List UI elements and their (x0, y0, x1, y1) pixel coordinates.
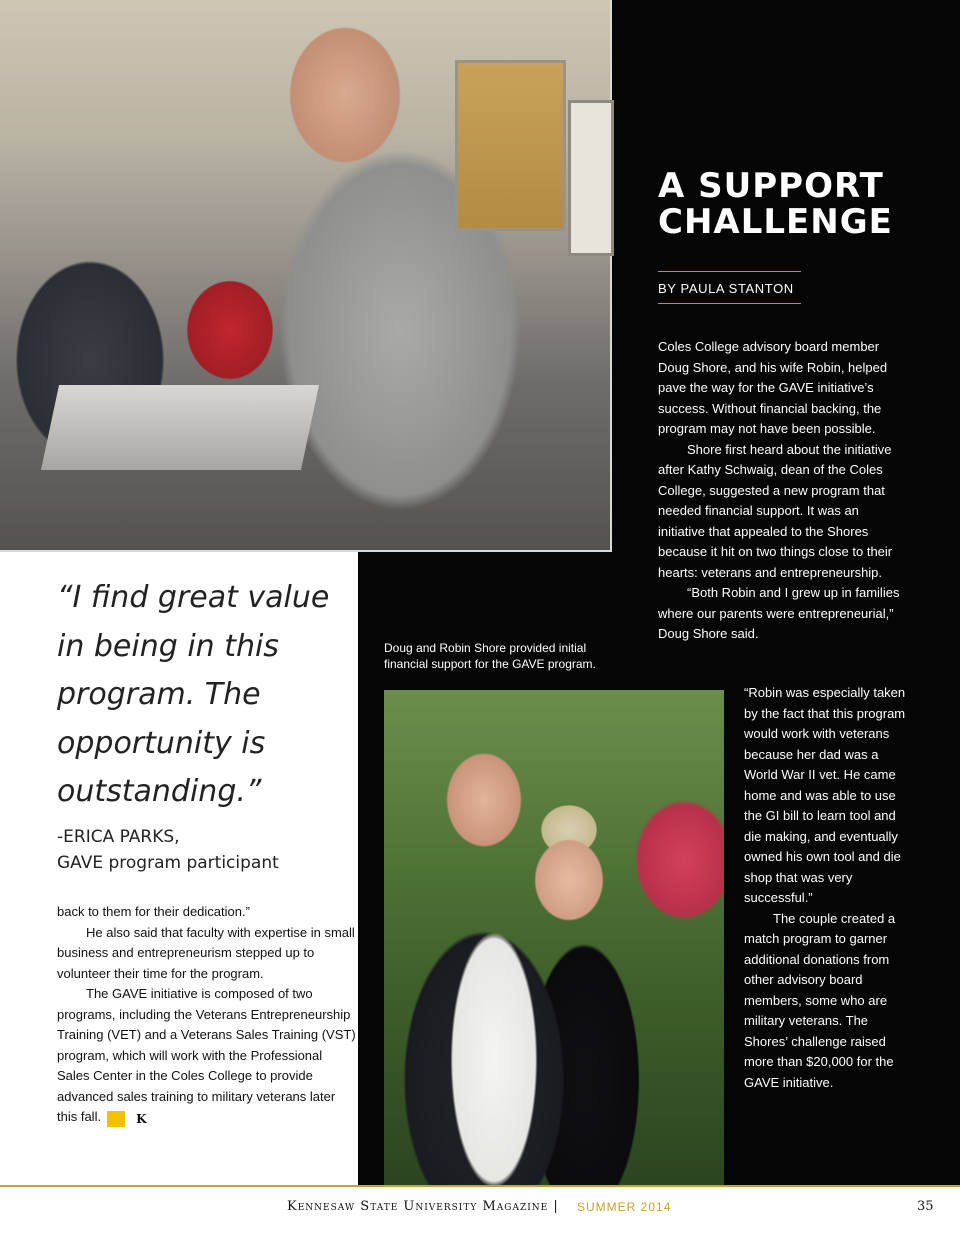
classroom-bulletin-board (455, 60, 566, 231)
classroom-photo (0, 0, 612, 552)
classroom-whiteboard (568, 100, 614, 256)
classroom-desk (41, 385, 319, 470)
article-title (658, 168, 948, 240)
page-number: 35 (917, 1199, 934, 1214)
left-paragraph-text: The GAVE initiative is composed of two programs, including the Veterans Entrepreneurship Training (VET) and a Veterans Sales Training (VST) program, which will work with the Professional Sales Center in the Coles College to provide advanced sales training to military veterans later this fall. (57, 986, 356, 1124)
footer-separator: | (553, 1199, 559, 1214)
shore-couple-photo (384, 690, 724, 1185)
body-paragraph: “Robin was especially taken by the fact that this program would work with veterans because her dad was a World War II vet. He came home and was able to use the GI bill to learn tool and die making, and eventually owned his own tool and die shop that was very successful.” (744, 685, 906, 905)
title-line: A SUPPORT (658, 166, 884, 206)
pull-quote-attribution (57, 824, 347, 876)
article-body-continued (744, 683, 914, 1093)
issue-label: SUMMER 2014 (577, 1200, 672, 1214)
attribution-name: -ERICA PARKS, (57, 827, 180, 847)
end-mark-icon: K (107, 1111, 125, 1127)
footer-rule (0, 1185, 960, 1187)
attribution-role: GAVE program participant (57, 853, 279, 873)
left-paragraph: He also said that faculty with expertise in small business and entrepreneurism stepped up to volunteer their time for the program. (57, 924, 355, 981)
title-line: CHALLENGE (658, 202, 893, 242)
left-column-body (57, 902, 357, 1128)
byline-rule-top (658, 271, 801, 272)
byline-rule-bottom (658, 303, 801, 304)
photo-caption: Doug and Robin Shore provided initial financial support for the GAVE program. (384, 641, 596, 671)
body-paragraph: Shore first heard about the initiative after Kathy Schwaig, dean of the Coles College, suggested a new program that needed financial support. It was an initiative that appealed to the Shores because it hit on two things close to their hearts: veterans and entrepreneurship. (658, 441, 893, 580)
body-paragraph: Coles College advisory board member Doug Shore, and his wife Robin, helped pave the way for the GAVE initiative’s success. Without financial backing, the program may not have been possible. (658, 339, 888, 436)
left-paragraph (57, 984, 357, 1128)
body-paragraph: “Both Robin and I grew up in families where our parents were entrepreneurial,” Doug Shore said. (658, 585, 900, 641)
left-paragraph: back to them for their dedication.” (57, 904, 250, 919)
byline: BY PAULA STANTON (658, 281, 794, 296)
pull-quote: “I find great value in being in this program. The opportunity is outstanding.” (57, 580, 330, 809)
article-body (658, 337, 908, 645)
magazine-title: Kennesaw State University Magazine (287, 1199, 549, 1214)
magazine-name (287, 1199, 559, 1214)
page-footer (0, 1199, 960, 1221)
body-paragraph: The couple created a match program to garner additional donations from other advisory board members, some who are military veterans. The Shores’ challenge raised more than $20,000 for the GAVE initiative. (744, 910, 896, 1090)
